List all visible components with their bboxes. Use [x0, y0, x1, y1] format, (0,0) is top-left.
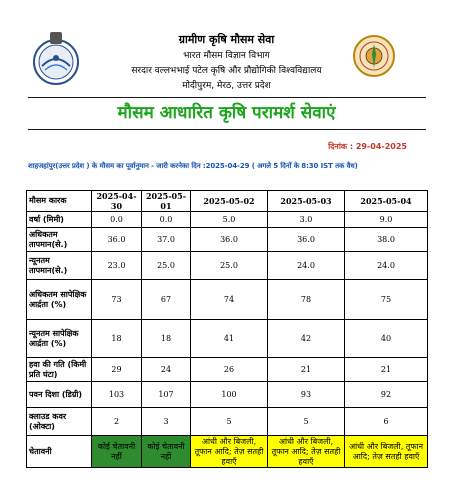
cell-value: 9.0: [345, 212, 428, 228]
cell-value: 107: [142, 382, 191, 408]
cell-value: 103: [92, 382, 142, 408]
cell-value: 29: [92, 358, 142, 382]
cell-value: 67: [142, 280, 191, 320]
cell-value: 24: [142, 358, 191, 382]
table-row: [27, 280, 428, 320]
cell-value: 0.0: [142, 212, 191, 228]
cell-value: 36.0: [92, 228, 142, 252]
cell-value: 42: [268, 320, 345, 358]
cell-value: 36.0: [268, 228, 345, 252]
warning-label: चेतावनी: [27, 436, 92, 468]
cell-value: 38.0: [345, 228, 428, 252]
page-title: मौसम आधारित कृषि परामर्श सेवाएं: [117, 103, 336, 123]
warning-cell: कोई चेतावनी नहीं: [142, 436, 191, 468]
university-seal-icon: [352, 34, 396, 78]
warning-cell: कोई चेतावनी नहीं: [92, 436, 142, 468]
cell-value: 40: [345, 320, 428, 358]
title-divider: [28, 129, 426, 130]
header-date: 2025-05-03: [268, 191, 345, 212]
row-label: हवा की गति (किमी प्रति घंटा): [27, 358, 92, 382]
warning-cell: आंधी और बिजली, तूफान आदि; तेज़ सतही हवाएँ: [345, 436, 428, 468]
row-label: क्लाउड कवर (ओक्टा): [27, 408, 92, 436]
row-label: वर्षा (मिमी): [27, 212, 92, 228]
cell-value: 5: [268, 408, 345, 436]
cell-value: 37.0: [142, 228, 191, 252]
cell-value: 78: [268, 280, 345, 320]
cell-value: 24.0: [268, 252, 345, 280]
header-line-2: भारत मौसम विज्ञान विभाग: [183, 51, 270, 61]
header-line-1: ग्रामीण कृषि मौसम सेवा: [178, 33, 275, 46]
cell-value: 26: [191, 358, 268, 382]
cell-value: 6: [345, 408, 428, 436]
table-row: [27, 228, 428, 252]
cell-value: 36.0: [191, 228, 268, 252]
cell-value: 74: [191, 280, 268, 320]
forecast-table: [26, 190, 428, 468]
cell-value: 5.0: [191, 212, 268, 228]
warning-row: [27, 436, 428, 468]
cell-value: 21: [345, 358, 428, 382]
header-date: 2025-05-01: [142, 191, 191, 212]
cell-value: 5: [191, 408, 268, 436]
header-divider: [28, 97, 426, 98]
header-date: 2025-04-30: [92, 191, 142, 212]
cell-value: 18: [92, 320, 142, 358]
row-label: अधिकतम सापेक्षिक आर्द्रता (%): [27, 280, 92, 320]
cell-value: 73: [92, 280, 142, 320]
cell-value: 100: [191, 382, 268, 408]
cell-value: 93: [268, 382, 345, 408]
cell-value: 25.0: [191, 252, 268, 280]
cell-value: 18: [142, 320, 191, 358]
row-label: न्यूनतम सापेक्षिक आर्द्रता (%): [27, 320, 92, 358]
cell-value: 0.0: [92, 212, 142, 228]
issue-date: दिनांक : 29-04-2025: [328, 142, 407, 151]
cell-value: 41: [191, 320, 268, 358]
row-label: अधिकतम तापमान(से.): [27, 228, 92, 252]
cell-value: 75: [345, 280, 428, 320]
cell-value: 2: [92, 408, 142, 436]
header-line-3: सरदार वल्लभभाई पटेल कृषि और प्रौद्योगिकी विश्वविद्यालय: [131, 66, 322, 76]
table-row: [27, 320, 428, 358]
header-factor: मौसम कारक: [27, 191, 92, 212]
cell-value: 25.0: [142, 252, 191, 280]
cell-value: 3: [142, 408, 191, 436]
header-date: 2025-05-02: [191, 191, 268, 212]
row-label: पवन दिशा (डिग्री): [27, 382, 92, 408]
table-row: [27, 358, 428, 382]
header-line-4: मोदीपुरम, मेरठ, उत्तर प्रदेश: [182, 81, 271, 91]
forecast-caption: शाहजहांपुर(उत्तर प्रदेश ) के मौसम का पूर्वानुमान - जारी करनेका दिन :2025-04-29 ( अगले 5 दिनों के 8:30 IST तक वैध): [28, 162, 358, 170]
cell-value: 3.0: [268, 212, 345, 228]
table-row: [27, 382, 428, 408]
table-header-row: [27, 191, 428, 212]
cell-value: 21: [268, 358, 345, 382]
table-row: [27, 252, 428, 280]
header-date: 2025-05-04: [345, 191, 428, 212]
warning-cell: आंधी और बिजली, तूफान आदि; तेज़ सतही हवाएँ: [191, 436, 268, 468]
cell-value: 23.0: [92, 252, 142, 280]
cell-value: 24.0: [345, 252, 428, 280]
row-label: न्यूनतम तापमान(से.): [27, 252, 92, 280]
warning-cell: आंधी और बिजली, तूफान आदि; तेज़ सतही हवाएँ: [268, 436, 345, 468]
table-row: [27, 212, 428, 228]
table-row: [27, 408, 428, 436]
cell-value: 92: [345, 382, 428, 408]
